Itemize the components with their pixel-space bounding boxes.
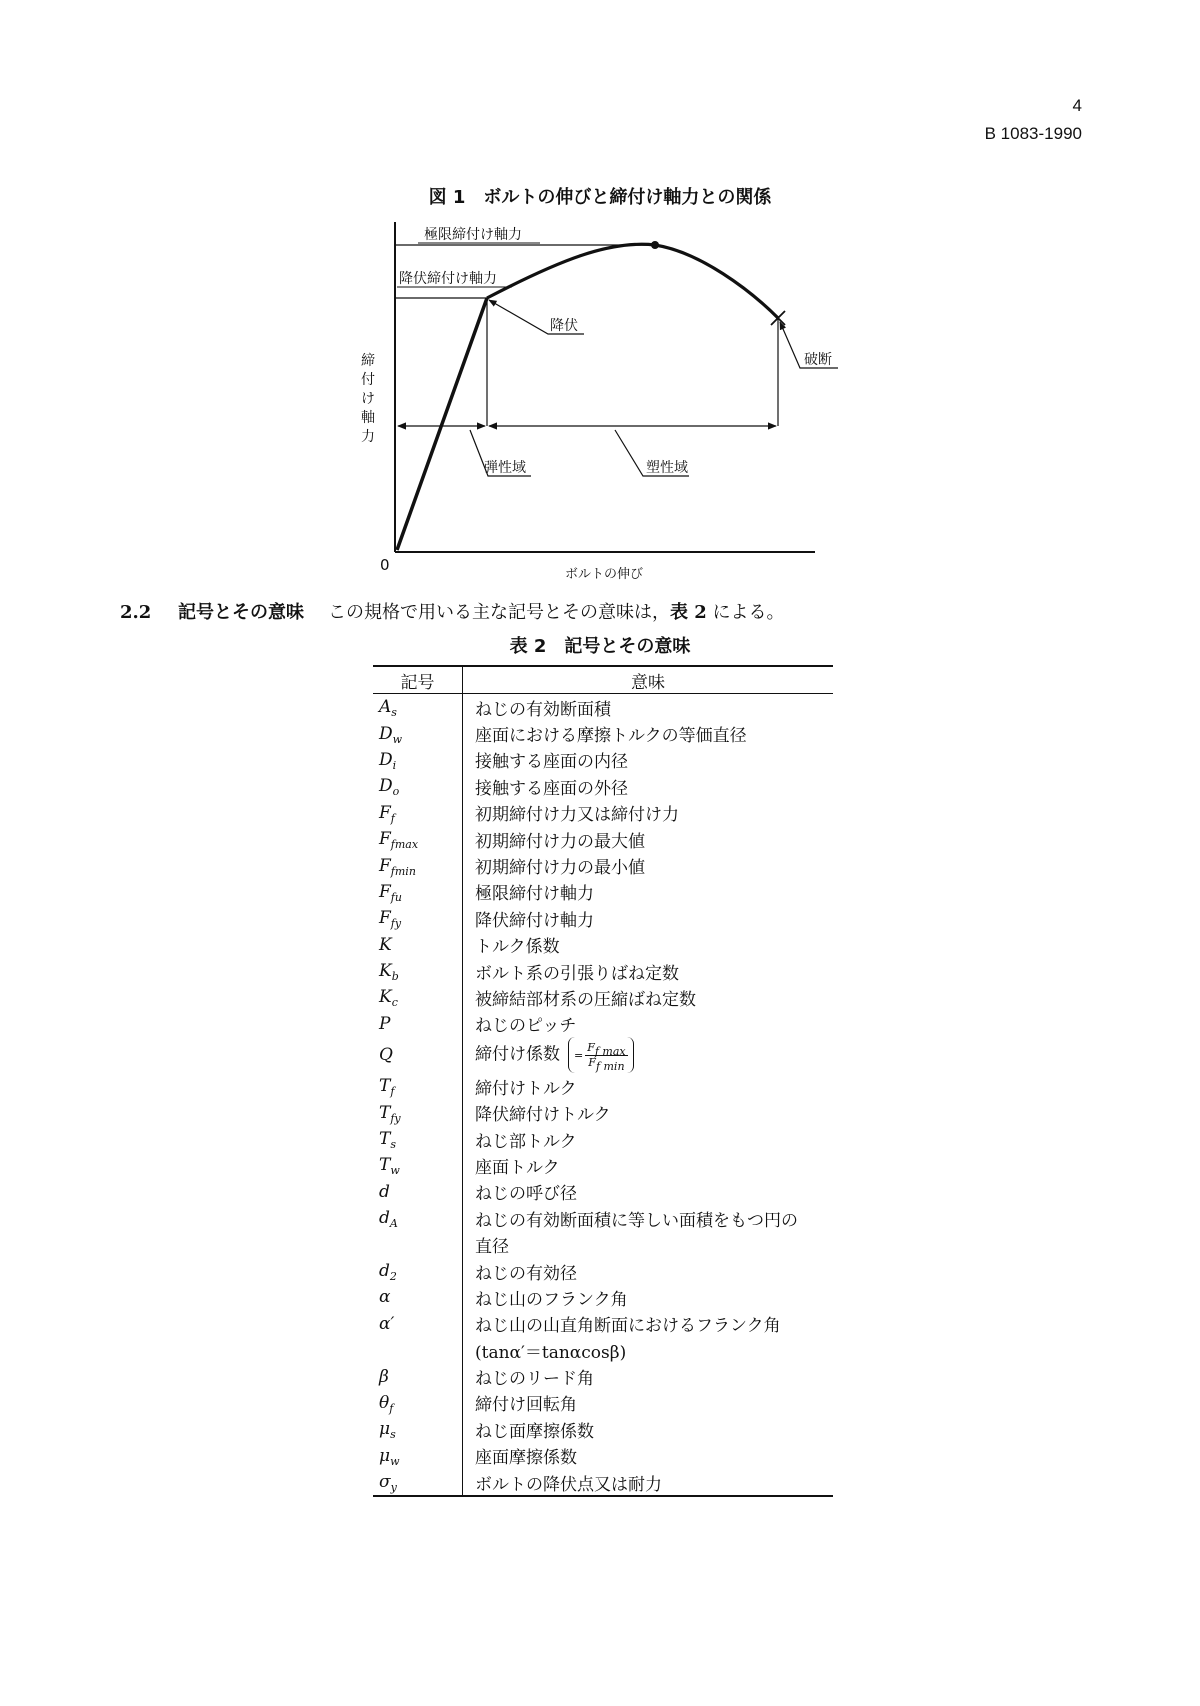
symbol-cell (373, 1258, 463, 1284)
symbol-base: d (379, 1208, 390, 1229)
meaning-cell (463, 879, 834, 905)
meaning-cell (463, 1284, 834, 1310)
y-axis-char: 締 (361, 353, 375, 369)
symbol-base: F (379, 908, 391, 929)
symbol-subscript: s (391, 706, 397, 720)
table-row (373, 694, 833, 721)
meaning-text: 極限締付け軸力 (475, 884, 594, 905)
meaning-text: 直径 (475, 1237, 509, 1258)
symbol-subscript: fy (390, 1111, 401, 1125)
symbol-base: σ (379, 1472, 391, 1493)
meaning-cell (463, 1311, 834, 1337)
table-row (373, 1011, 833, 1037)
symbol-subscript: s (390, 1138, 396, 1152)
meaning-text: ねじの呼び径 (475, 1184, 577, 1205)
header-meaning: 意味 (463, 666, 834, 694)
meaning-cell (463, 1099, 834, 1125)
table-row (373, 1284, 833, 1310)
table-row (373, 720, 833, 746)
y-axis-char: け (361, 391, 375, 407)
meaning-cell (463, 1469, 834, 1496)
symbol-cell (373, 1284, 463, 1310)
meaning-cell (463, 1037, 834, 1073)
symbol-base: K (379, 987, 392, 1008)
symbol-cell (373, 879, 463, 905)
table-row (373, 1443, 833, 1469)
symbol-cell (373, 1390, 463, 1416)
meaning-cell (463, 720, 834, 746)
table-row (373, 1152, 833, 1178)
symbol-base: θ (379, 1392, 390, 1413)
meaning-text: 締付け回転角 (475, 1395, 577, 1416)
symbol-subscript: f (389, 1401, 394, 1415)
symbol-subscript: fmin (390, 864, 416, 878)
symbol-cell (373, 932, 463, 958)
symbol-cell (373, 826, 463, 852)
table-row (373, 1179, 833, 1205)
meaning-text: 被締結部材系の圧縮ばね定数 (475, 989, 696, 1010)
meaning-text: ねじの有効径 (475, 1263, 577, 1284)
symbol-cell (373, 1363, 463, 1389)
yield-force-label: 降伏締付け軸力 (399, 271, 497, 287)
meaning-text: 接触する座面の外径 (475, 778, 628, 799)
meaning-text: ボルトの降伏点又は耐力 (475, 1474, 662, 1495)
symbol-base: D (379, 776, 393, 797)
section-heading: 記号とその意味 (178, 602, 304, 623)
q-denominator: $F_{f min}$ (588, 1055, 625, 1073)
meaning-text: 接触する座面の内径 (475, 752, 628, 773)
table-row (373, 1126, 833, 1152)
elastic-line (397, 298, 487, 550)
symbol-subscript: w (392, 732, 403, 746)
symbol-subscript: A (389, 1217, 398, 1231)
symbol-cell (373, 1311, 463, 1337)
table-row (373, 1469, 833, 1496)
symbol-base: μ (379, 1419, 391, 1440)
table-number: 表 2 (509, 636, 547, 657)
symbol-subscript: w (390, 1164, 400, 1178)
meaning-text: (tanα′＝tanαcosβ) (475, 1342, 627, 1363)
symbols-table (373, 665, 833, 1497)
symbol-cell (373, 1037, 463, 1073)
page-number: 4 (1072, 96, 1082, 115)
symbol-base: F (379, 855, 391, 876)
meaning-text: ねじ山のフランク角 (475, 1289, 628, 1310)
symbol-cell (373, 747, 463, 773)
symbol-cell (373, 1443, 463, 1469)
symbol-subscript: s (390, 1428, 396, 1442)
symbol-base: α′ (379, 1313, 395, 1334)
symbol-base: d (379, 1181, 390, 1202)
meaning-text: 降伏締付けトルク (475, 1105, 611, 1126)
table-row (373, 1363, 833, 1389)
table-row (373, 932, 833, 958)
meaning-cell (463, 747, 834, 773)
meaning-cell (463, 1390, 834, 1416)
meaning-cell (463, 1011, 834, 1037)
symbol-cell (373, 1179, 463, 1205)
document-code: B 1083-1990 (984, 124, 1082, 143)
symbol-subscript: 2 (389, 1270, 397, 1283)
q-numerator: $F_{f max}$ (587, 1040, 626, 1058)
symbol-subscript: o (392, 785, 400, 799)
meaning-cell (463, 1126, 834, 1152)
symbol-cell (373, 1099, 463, 1125)
symbol-subscript: fmax (390, 838, 419, 852)
meaning-cell (463, 1443, 834, 1469)
table-row (373, 879, 833, 905)
table-header-row (373, 666, 833, 694)
meaning-cell (463, 1179, 834, 1205)
meaning-cell (463, 852, 834, 878)
table-row (373, 958, 833, 984)
table-row (373, 1205, 833, 1231)
symbol-base: T (379, 1076, 391, 1097)
table-row (373, 1037, 833, 1073)
meaning-text: 降伏締付け軸力 (475, 910, 594, 931)
symbol-cell (373, 1073, 463, 1099)
symbol-base: K (379, 961, 392, 982)
meaning-text: 座面における摩擦トルクの等価直径 (475, 726, 747, 747)
table-row (373, 852, 833, 878)
symbol-base: Q (379, 1045, 393, 1066)
symbol-subscript: w (390, 1454, 400, 1468)
origin-label: 0 (380, 556, 390, 574)
symbol-cell (373, 1126, 463, 1152)
meaning-text: ねじ面摩擦係数 (475, 1421, 594, 1442)
symbol-cell (373, 852, 463, 878)
symbol-base: T (379, 1102, 391, 1123)
symbol-cell (373, 694, 463, 721)
q-formula (568, 1037, 634, 1073)
symbol-cell (373, 905, 463, 931)
table-row (373, 1073, 833, 1099)
meaning-cell (463, 826, 834, 852)
symbol-base: P (379, 1013, 391, 1034)
section-text-end: による。 (706, 602, 785, 623)
meaning-cell (463, 773, 834, 799)
symbol-base: F (379, 881, 391, 902)
table-row (373, 1231, 833, 1257)
table-row (373, 984, 833, 1010)
table-row (373, 1416, 833, 1442)
figure-number: 図 1 (428, 187, 466, 208)
symbol-base: d (379, 1261, 390, 1281)
symbol-cell (373, 1152, 463, 1178)
meaning-text: ねじの有効断面積に等しい面積をもつ円の (475, 1210, 798, 1231)
symbol-base: K (379, 934, 392, 955)
meaning-text: 初期締付け力の最小値 (475, 858, 645, 879)
meaning-cell (463, 1231, 834, 1257)
symbol-cell (373, 984, 463, 1010)
section-text: この規格で用いる主な記号とその意味は， (328, 602, 670, 623)
meaning-text: 座面摩擦係数 (475, 1448, 577, 1469)
symbol-cell (373, 958, 463, 984)
symbol-subscript: fu (390, 890, 402, 904)
meaning-text: ねじのピッチ (475, 1016, 577, 1037)
symbol-cell (373, 1416, 463, 1442)
symbol-subscript: b (391, 970, 399, 984)
symbol-base: T (379, 1155, 391, 1176)
plastic-range-label: 塑性域 (646, 460, 688, 476)
yield-label: 降伏 (550, 318, 578, 334)
table-row (373, 1258, 833, 1284)
symbol-base: T (379, 1129, 391, 1150)
meaning-cell (463, 1152, 834, 1178)
table-row (373, 905, 833, 931)
symbol-subscript: f (390, 811, 395, 825)
y-axis-char: 力 (361, 429, 375, 445)
meaning-text: 締付けトルク (475, 1078, 577, 1099)
table-title (0, 632, 1200, 658)
plastic-curve (487, 244, 778, 318)
symbol-cell (373, 720, 463, 746)
symbol-subscript: fy (390, 917, 402, 931)
bolt-elongation-diagram (0, 0, 1200, 590)
y-axis-char: 付 (361, 372, 375, 388)
elastic-range-label: 弾性域 (484, 460, 526, 476)
x-axis-label: ボルトの伸び (564, 567, 644, 582)
table-row (373, 826, 833, 852)
figure-caption: ボルトの伸びと締付け軸力との関係 (483, 187, 772, 208)
meaning-cell (463, 1258, 834, 1284)
symbol-cell (373, 773, 463, 799)
meaning-text: 初期締付け力又は締付け力 (475, 805, 679, 826)
meaning-cell (463, 1416, 834, 1442)
symbol-subscript: c (391, 996, 398, 1010)
meaning-cell (463, 1337, 834, 1363)
symbol-cell (373, 1011, 463, 1037)
meaning-text: 座面トルク (475, 1157, 560, 1178)
table-row (373, 1099, 833, 1125)
table-row (373, 1311, 833, 1337)
meaning-cell (463, 984, 834, 1010)
meaning-cell (463, 1073, 834, 1099)
ultimate-point (651, 241, 659, 249)
meaning-text: トルク係数 (475, 937, 560, 958)
table-row (373, 800, 833, 826)
table-row (373, 747, 833, 773)
q-fraction (585, 1040, 627, 1073)
symbol-cell (373, 1205, 463, 1231)
meaning-cell (463, 905, 834, 931)
table-row (373, 773, 833, 799)
header-symbol: 記号 (373, 666, 463, 694)
symbol-cell (373, 1337, 463, 1363)
table-row (373, 1390, 833, 1416)
fracture-label: 破断 (804, 352, 832, 368)
meaning-text: ねじ山の山直角断面におけるフランク角 (475, 1316, 781, 1337)
meaning-text: ボルト系の引張りばね定数 (475, 963, 679, 984)
meaning-cell (463, 1363, 834, 1389)
symbol-cell (373, 1231, 463, 1257)
y-axis-char: 軸 (361, 410, 375, 426)
symbol-base: A (379, 697, 392, 718)
table-caption: 記号とその意味 (564, 636, 691, 657)
meaning-text: ねじのリード角 (475, 1369, 594, 1390)
symbol-subscript: i (392, 758, 397, 772)
symbol-subscript: f (390, 1085, 395, 1099)
meaning-text: 締付け係数 (475, 1044, 560, 1065)
symbol-base: D (379, 723, 393, 744)
symbol-base: β (379, 1366, 389, 1387)
section-number: 2.2 (120, 602, 152, 623)
equals-sign: = (574, 1048, 584, 1062)
symbol-subscript: y (390, 1481, 397, 1495)
ultimate-force-label: 極限締付け軸力 (424, 227, 522, 243)
table-reference: 表 2 (670, 602, 707, 623)
symbol-base: D (379, 749, 393, 770)
meaning-cell (463, 958, 834, 984)
symbol-base: F (379, 802, 391, 823)
meaning-cell (463, 1205, 834, 1231)
symbol-base: μ (379, 1445, 391, 1466)
symbol-base: F (379, 829, 391, 850)
symbol-cell (373, 1469, 463, 1496)
symbol-base: α (379, 1287, 391, 1308)
table-row (373, 1337, 833, 1363)
meaning-text: 初期締付け力の最大値 (475, 831, 645, 852)
meaning-cell (463, 800, 834, 826)
meaning-cell (463, 932, 834, 958)
symbol-cell (373, 800, 463, 826)
meaning-text: ねじ部トルク (475, 1131, 577, 1152)
section-2-2 (120, 598, 785, 624)
meaning-text: ねじの有効断面積 (475, 699, 611, 720)
meaning-cell (463, 694, 834, 721)
